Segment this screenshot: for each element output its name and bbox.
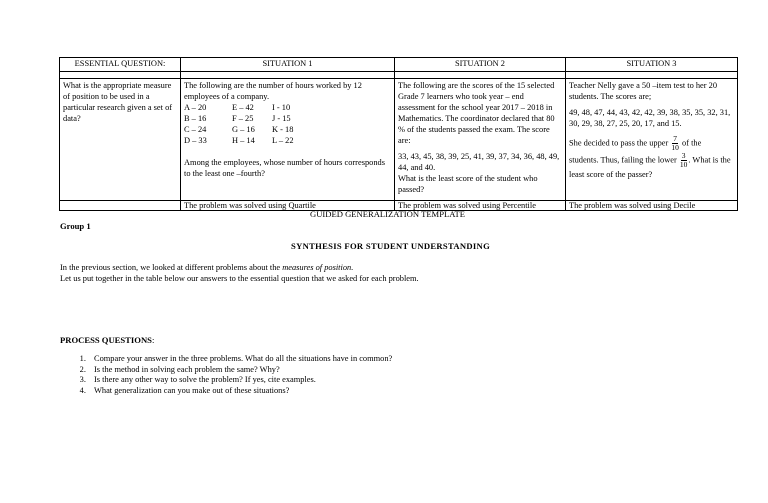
- hours-item: D – 33: [184, 136, 207, 145]
- situation-3-answer: The problem was solved using Decile: [566, 201, 738, 211]
- question-text: . What is the least score of the passer?: [569, 155, 731, 179]
- hours-item: J - 15: [272, 114, 291, 123]
- hours-item: B – 16: [184, 114, 207, 123]
- header-row: [60, 58, 738, 72]
- situation-3-question: [569, 135, 734, 181]
- header-situation-3: SITUATION 3: [566, 58, 738, 72]
- process-questions-heading: [60, 335, 154, 345]
- process-questions-list: [60, 354, 392, 396]
- situation-2-scores: 33, 43, 45, 38, 39, 25, 41, 39, 37, 34, 36, 48, 49, 44, and 40.: [398, 152, 560, 172]
- situation-2-cell: [395, 79, 566, 201]
- process-title: PROCESS QUESTIONS: [60, 335, 152, 345]
- header-situation-2: SITUATION 2: [395, 58, 566, 72]
- process-colon: :: [151, 335, 155, 345]
- situation-1-hours-list: [184, 102, 391, 146]
- fraction-numerator: 3: [681, 151, 686, 160]
- intro-line-2: Let us put together in the table below our answers to the essential question that we asked for each problem.: [60, 274, 419, 283]
- fraction-denominator: 10: [671, 143, 679, 152]
- header-situation-1: SITUATION 1: [181, 58, 395, 72]
- situations-table: [59, 57, 738, 211]
- hours-item: L – 22: [272, 136, 294, 145]
- situation-1-question: Among the employees, whose number of hours corresponds to the least one –fourth?: [184, 158, 385, 178]
- process-question: 4. What generalization can you make out of these situations?: [88, 386, 392, 397]
- content-row: [60, 79, 738, 201]
- process-question: 2. Is the method in solving each problem the same? Why?: [88, 365, 392, 376]
- question-text: students. Thus, failing the lower: [569, 155, 677, 165]
- template-title: GUIDED GENERALIZATION TEMPLATE: [310, 209, 465, 219]
- situation-1-cell: [181, 79, 395, 201]
- hours-item: G – 16: [232, 125, 255, 134]
- situation-3-intro: Teacher Nelly gave a 50 –item test to her 20 students. The scores are;: [569, 81, 718, 101]
- fraction-numerator: 7: [673, 134, 678, 143]
- situation-3-cell: [566, 79, 738, 201]
- situation-2-answer: The problem was solved using Percentile: [395, 201, 566, 211]
- intro-emphasis: measures of position.: [282, 263, 354, 272]
- intro-paragraph: [60, 262, 419, 284]
- hours-item: K - 18: [272, 125, 294, 134]
- hours-item: I - 10: [272, 103, 291, 112]
- hours-item: F – 25: [232, 114, 254, 123]
- process-question: 3. Is there any other way to solve the problem? If yes, cite examples.: [88, 375, 392, 386]
- essential-question-text: What is the appropriate measure of position to be used in a particular research given a set of data?: [60, 79, 181, 201]
- header-essential-question: ESSENTIAL QUESTION:: [60, 58, 181, 72]
- situation-2-question: What is the least score of the student who passed?: [398, 174, 538, 194]
- spacer-row: [60, 72, 738, 79]
- situation-1-intro: The following are the number of hours worked by 12 employees of a company.: [184, 81, 362, 101]
- hours-item: H – 14: [232, 136, 255, 145]
- synthesis-title: SYNTHESIS FOR STUDENT UNDERSTANDING: [291, 241, 491, 251]
- intro-text: In the previous section, we looked at different problems about the: [60, 263, 281, 272]
- fraction-denominator: 10: [679, 160, 688, 169]
- question-text: of the: [682, 138, 702, 148]
- fraction-three-tenths: [680, 152, 688, 169]
- hours-item: E – 42: [232, 103, 254, 112]
- question-text: She decided to pass the upper: [569, 138, 669, 148]
- intro-line-1: [60, 262, 419, 273]
- group-label: Group 1: [60, 221, 91, 231]
- hours-item: A – 20: [184, 103, 207, 112]
- fraction-seven-tenths: [671, 135, 679, 152]
- process-question: 1. Compare your answer in the three problems. What do all the situations have in common?: [88, 354, 392, 365]
- hours-item: C – 24: [184, 125, 207, 134]
- situation-3-scores: 49, 48, 47, 44, 43, 42, 42, 39, 38, 35, 35, 32, 31, 30, 29, 38, 27, 25, 20, 17, and 15.: [569, 108, 731, 128]
- situation-2-intro: The following are the scores of the 15 selected Grade 7 learners who took year – end assessment for the school year 2017 – 2018 in Mathematics. The coordinator declared that 80 % of the students passed the exam. The score are:: [398, 81, 555, 145]
- situation-1-answer: The problem was solved using Quartile: [181, 201, 395, 211]
